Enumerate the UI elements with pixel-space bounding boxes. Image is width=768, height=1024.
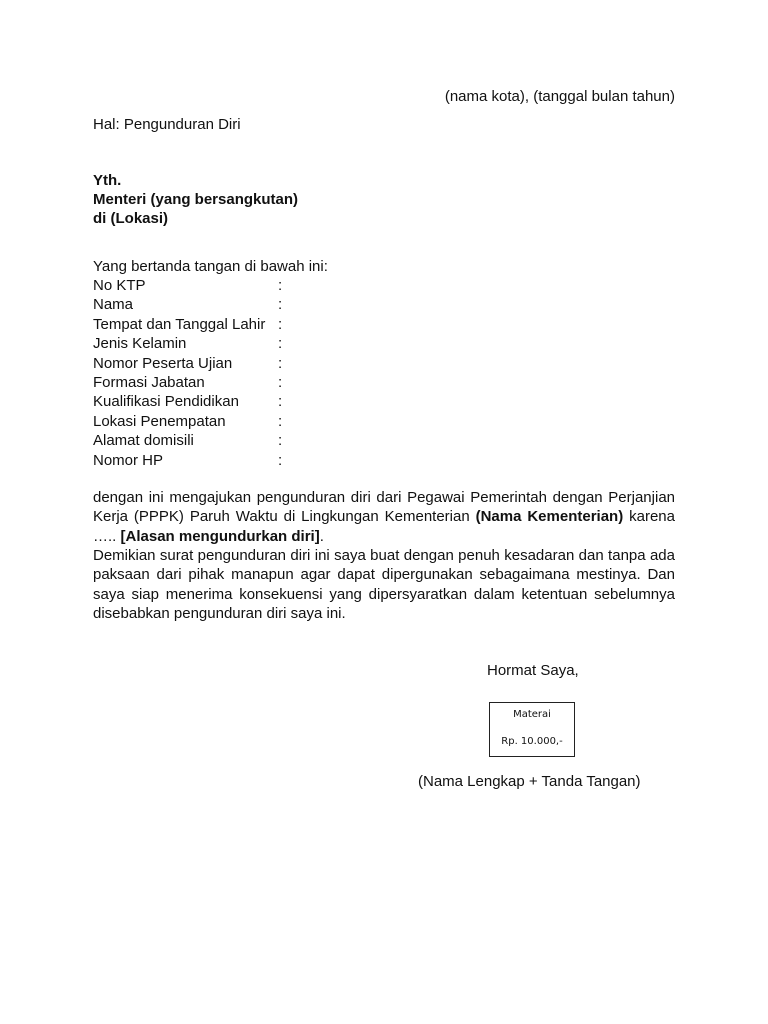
field-row	[93, 354, 393, 373]
intro-text: Yang bertanda tangan di bawah ini:	[93, 258, 328, 275]
field-colon: :	[278, 315, 283, 333]
field-colon: :	[278, 432, 283, 450]
field-row	[93, 412, 393, 431]
ministry-placeholder: (Nama Kementerian)	[475, 508, 624, 526]
date-line: (nama kota), (tanggal bulan tahun)	[444, 88, 675, 105]
closing-paragraph: Demikian surat pengunduran diri ini saya buat dengan penuh kesadaran dan tanpa ada paksaan dari pihak manapun agar dapat dipergunakan sebagaimana mestinya. Dan saya siap menerima konsekuensi yang dipersyaratkan dalam ketentuan sebelumnya disebabkan pengunduran diri saya ini.	[93, 547, 675, 623]
recipient-name: Menteri (yang bersangkutan)	[93, 191, 299, 208]
field-colon: :	[278, 393, 283, 411]
signature-placeholder: (Nama Lengkap + Tanda Tangan)	[418, 773, 641, 790]
field-row	[93, 431, 393, 450]
field-label: Nomor Peserta Ujian	[93, 354, 233, 372]
statement-text-1: dengan ini mengajukan pengunduran diri dari Pegawai Pemerintah dengan Perjanjian Kerja (PPPK) Paruh Waktu di Lingkungan Kementerian	[93, 489, 675, 526]
recipient-location: di (Lokasi)	[93, 210, 169, 227]
field-colon: :	[278, 277, 283, 294]
field-label: Nama	[93, 296, 134, 314]
reason-placeholder: [Alasan mengundurkan diri]	[120, 527, 320, 545]
stamp-value: Rp. 10.000,-	[501, 736, 563, 747]
field-row	[93, 276, 393, 295]
field-label: Kualifikasi Pendidikan	[93, 393, 239, 411]
stamp-label: Materai	[513, 709, 551, 720]
field-row	[93, 315, 393, 334]
field-colon: :	[278, 412, 283, 430]
field-row	[93, 334, 393, 353]
field-colon: :	[278, 451, 283, 469]
field-row	[93, 451, 393, 470]
subject-line: Hal: Pengunduran Diri	[93, 116, 241, 133]
field-label: Tempat dan Tanggal Lahir	[93, 315, 266, 333]
field-row	[93, 295, 393, 314]
field-label: Formasi Jabatan	[93, 373, 205, 391]
field-colon: :	[278, 373, 283, 391]
field-label: Alamat domisili	[93, 432, 194, 450]
field-label: No KTP	[93, 277, 146, 294]
field-colon: :	[278, 354, 283, 372]
field-row	[93, 373, 393, 392]
statement-paragraph	[93, 488, 675, 546]
field-colon: :	[278, 296, 283, 314]
field-label: Lokasi Penempatan	[93, 412, 226, 430]
stamp-box	[489, 702, 575, 757]
identity-fields	[93, 276, 393, 470]
statement-text-2: karena …..	[93, 508, 675, 545]
statement-text-3: .	[319, 527, 324, 545]
field-label: Jenis Kelamin	[93, 335, 187, 353]
field-label: Nomor HP	[93, 451, 164, 469]
closing-salutation: Hormat Saya,	[487, 662, 579, 679]
recipient-salutation: Yth.	[93, 172, 122, 189]
field-row	[93, 392, 393, 411]
field-colon: :	[278, 335, 283, 353]
